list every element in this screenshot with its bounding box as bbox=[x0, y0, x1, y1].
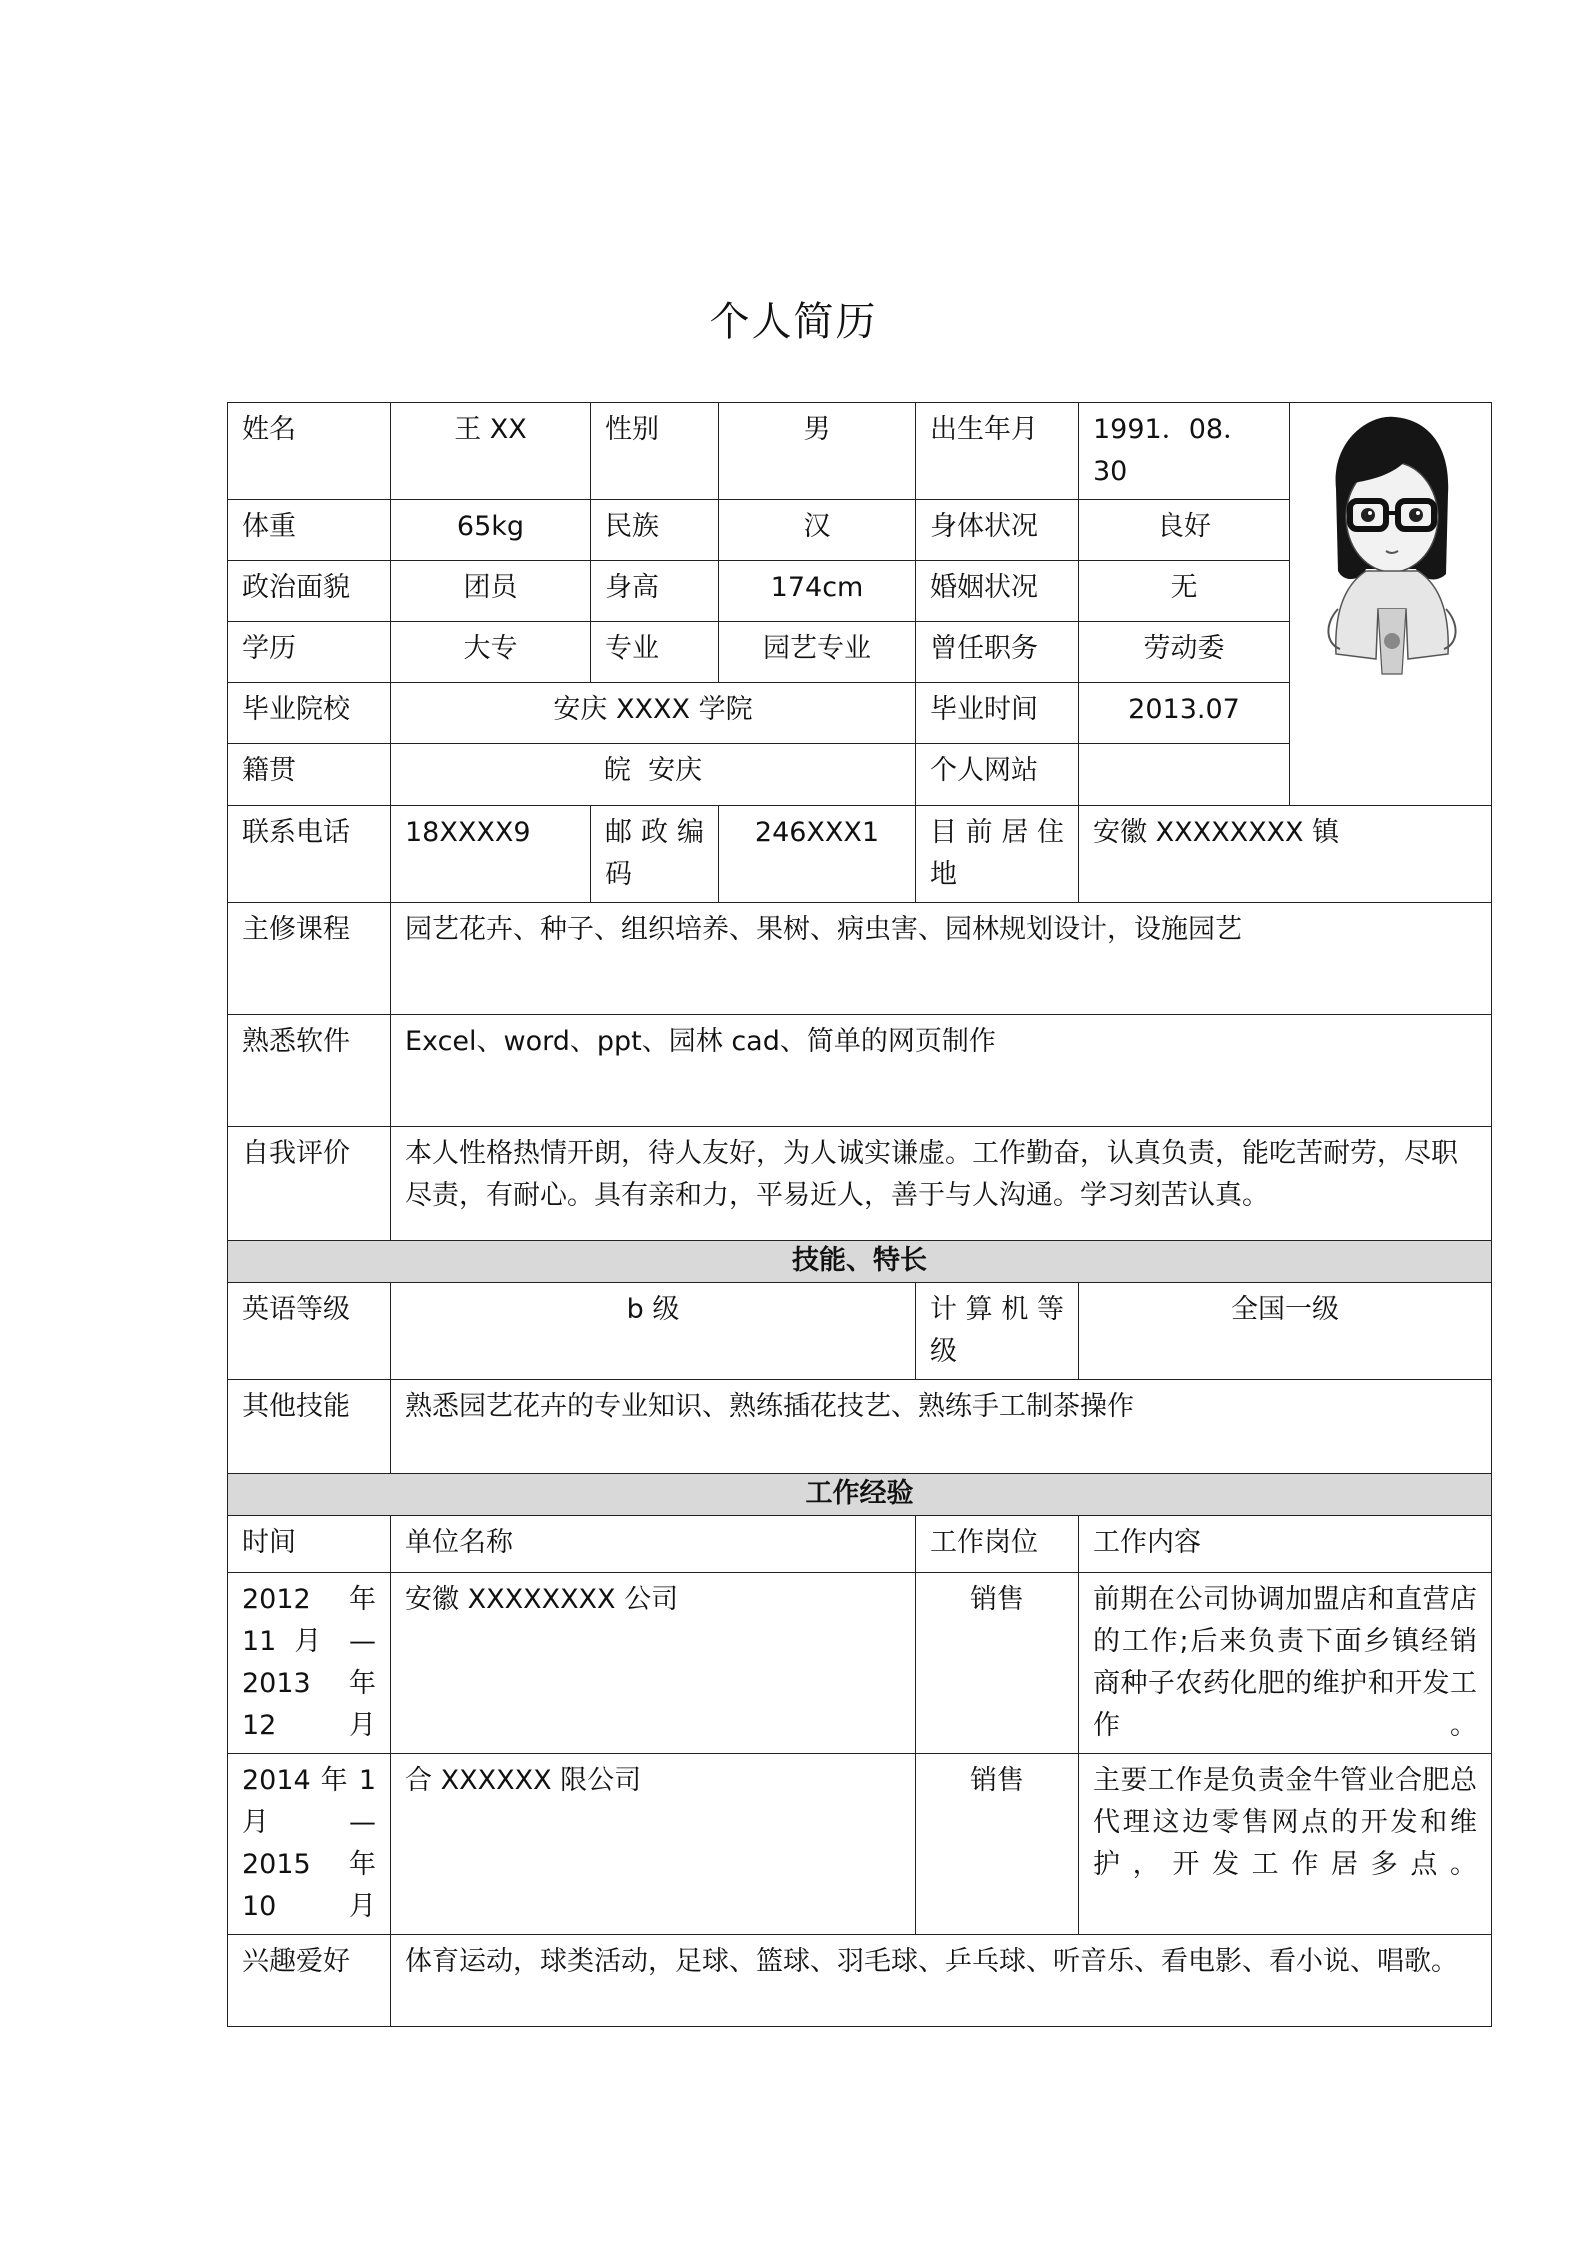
software-label: 熟悉软件 bbox=[228, 1015, 391, 1127]
evaluation-value: 本人性格热情开朗，待人友好，为人诚实谦虚。工作勤奋，认真负责，能吃苦耐劳，尽职尽责，有耐心。具有亲和力，平易近人，善于与人沟通。学习刻苦认真。 bbox=[391, 1127, 1492, 1241]
weight-label: 体重 bbox=[228, 500, 391, 561]
school-label: 毕业院校 bbox=[228, 683, 391, 744]
school-value: 安庆 XXXX 学院 bbox=[391, 683, 916, 744]
other-skills-value: 熟悉园艺花卉的专业知识、熟练插花技艺、熟练手工制茶操作 bbox=[391, 1380, 1492, 1474]
education-label: 学历 bbox=[228, 622, 391, 683]
work-col-post: 工作岗位 bbox=[916, 1516, 1079, 1573]
phone-label: 联系电话 bbox=[228, 806, 391, 903]
website-label: 个人网站 bbox=[916, 744, 1079, 806]
page-title: 个人简历 bbox=[709, 299, 878, 345]
position-value: 劳动委 bbox=[1079, 622, 1290, 683]
english-label: 英语等级 bbox=[228, 1283, 391, 1380]
hobbies-value: 体育运动，球类活动，足球、篮球、羽毛球、乒乓球、听音乐、看电影、看小说、唱歌。 bbox=[391, 1935, 1492, 2027]
skills-heading: 技能、特长 bbox=[228, 1241, 1492, 1283]
major-label: 专业 bbox=[591, 622, 719, 683]
marital-value: 无 bbox=[1079, 561, 1290, 622]
work-content: 前期在公司协调加盟店和直营店的工作;后来负责下面乡镇经销商种子农药化肥的维护和开发工作。 bbox=[1079, 1573, 1492, 1754]
resume-table bbox=[227, 402, 1492, 2027]
ethnic-value: 汉 bbox=[719, 500, 916, 561]
work-heading: 工作经验 bbox=[228, 1474, 1492, 1516]
work-post: 销售 bbox=[916, 1573, 1079, 1754]
position-label: 曾任职务 bbox=[916, 622, 1079, 683]
work-company: 合 XXXXXX 限公司 bbox=[391, 1754, 916, 1935]
work-content: 主要工作是负责金牛管业合肥总代理这边零售网点的开发和维护，开发工作居多点。 bbox=[1079, 1754, 1492, 1935]
height-value: 174cm bbox=[719, 561, 916, 622]
address-value: 安徽 XXXXXXXX 镇 bbox=[1079, 806, 1492, 903]
postcode-label: 邮 政 编 码 bbox=[591, 806, 719, 903]
postcode-value: 246XXX1 bbox=[719, 806, 916, 903]
phone-value: 18XXXX9 bbox=[391, 806, 591, 903]
birth-label: 出生年月 bbox=[916, 403, 1079, 500]
native-label: 籍贯 bbox=[228, 744, 391, 806]
work-col-company: 单位名称 bbox=[391, 1516, 916, 1573]
computer-label: 计 算 机 等 级 bbox=[916, 1283, 1079, 1380]
work-col-content: 工作内容 bbox=[1079, 1516, 1492, 1573]
work-post: 销售 bbox=[916, 1754, 1079, 1935]
software-value: Excel、word、ppt、园林 cad、简单的网页制作 bbox=[391, 1015, 1492, 1127]
gender-value: 男 bbox=[719, 403, 916, 500]
height-label: 身高 bbox=[591, 561, 719, 622]
photo-cell bbox=[1290, 403, 1492, 806]
work-time: 2014 年 1 月 — 2015 年 10 月 bbox=[228, 1754, 391, 1935]
hobbies-label: 兴趣爱好 bbox=[228, 1935, 391, 2027]
name-value: 王 XX bbox=[391, 403, 591, 500]
gender-label: 性别 bbox=[591, 403, 719, 500]
major-value: 园艺专业 bbox=[719, 622, 916, 683]
other-skills-label: 其他技能 bbox=[228, 1380, 391, 1474]
marital-label: 婚姻状况 bbox=[916, 561, 1079, 622]
health-label: 身体状况 bbox=[916, 500, 1079, 561]
education-value: 大专 bbox=[391, 622, 591, 683]
name-label: 姓名 bbox=[228, 403, 391, 500]
work-company: 安徽 XXXXXXXX 公司 bbox=[391, 1573, 916, 1754]
website-value bbox=[1079, 744, 1290, 806]
birth-value: 1991．08．30 bbox=[1079, 403, 1290, 500]
grad-label: 毕业时间 bbox=[916, 683, 1079, 744]
courses-value: 园艺花卉、种子、组织培养、果树、病虫害、园林规划设计，设施园艺 bbox=[391, 903, 1492, 1015]
grad-value: 2013.07 bbox=[1079, 683, 1290, 744]
political-value: 团员 bbox=[391, 561, 591, 622]
work-col-time: 时间 bbox=[228, 1516, 391, 1573]
avatar-photo bbox=[1316, 409, 1466, 689]
health-value: 良好 bbox=[1079, 500, 1290, 561]
ethnic-label: 民族 bbox=[591, 500, 719, 561]
computer-value: 全国一级 bbox=[1079, 1283, 1492, 1380]
work-time: 2012 年 11 月 — 2013 年 12 月 bbox=[228, 1573, 391, 1754]
political-label: 政治面貌 bbox=[228, 561, 391, 622]
english-value: b 级 bbox=[391, 1283, 916, 1380]
address-label: 目 前 居 住 地 bbox=[916, 806, 1079, 903]
courses-label: 主修课程 bbox=[228, 903, 391, 1015]
native-value: 皖 安庆 bbox=[391, 744, 916, 806]
evaluation-label: 自我评价 bbox=[228, 1127, 391, 1241]
weight-value: 65kg bbox=[391, 500, 591, 561]
